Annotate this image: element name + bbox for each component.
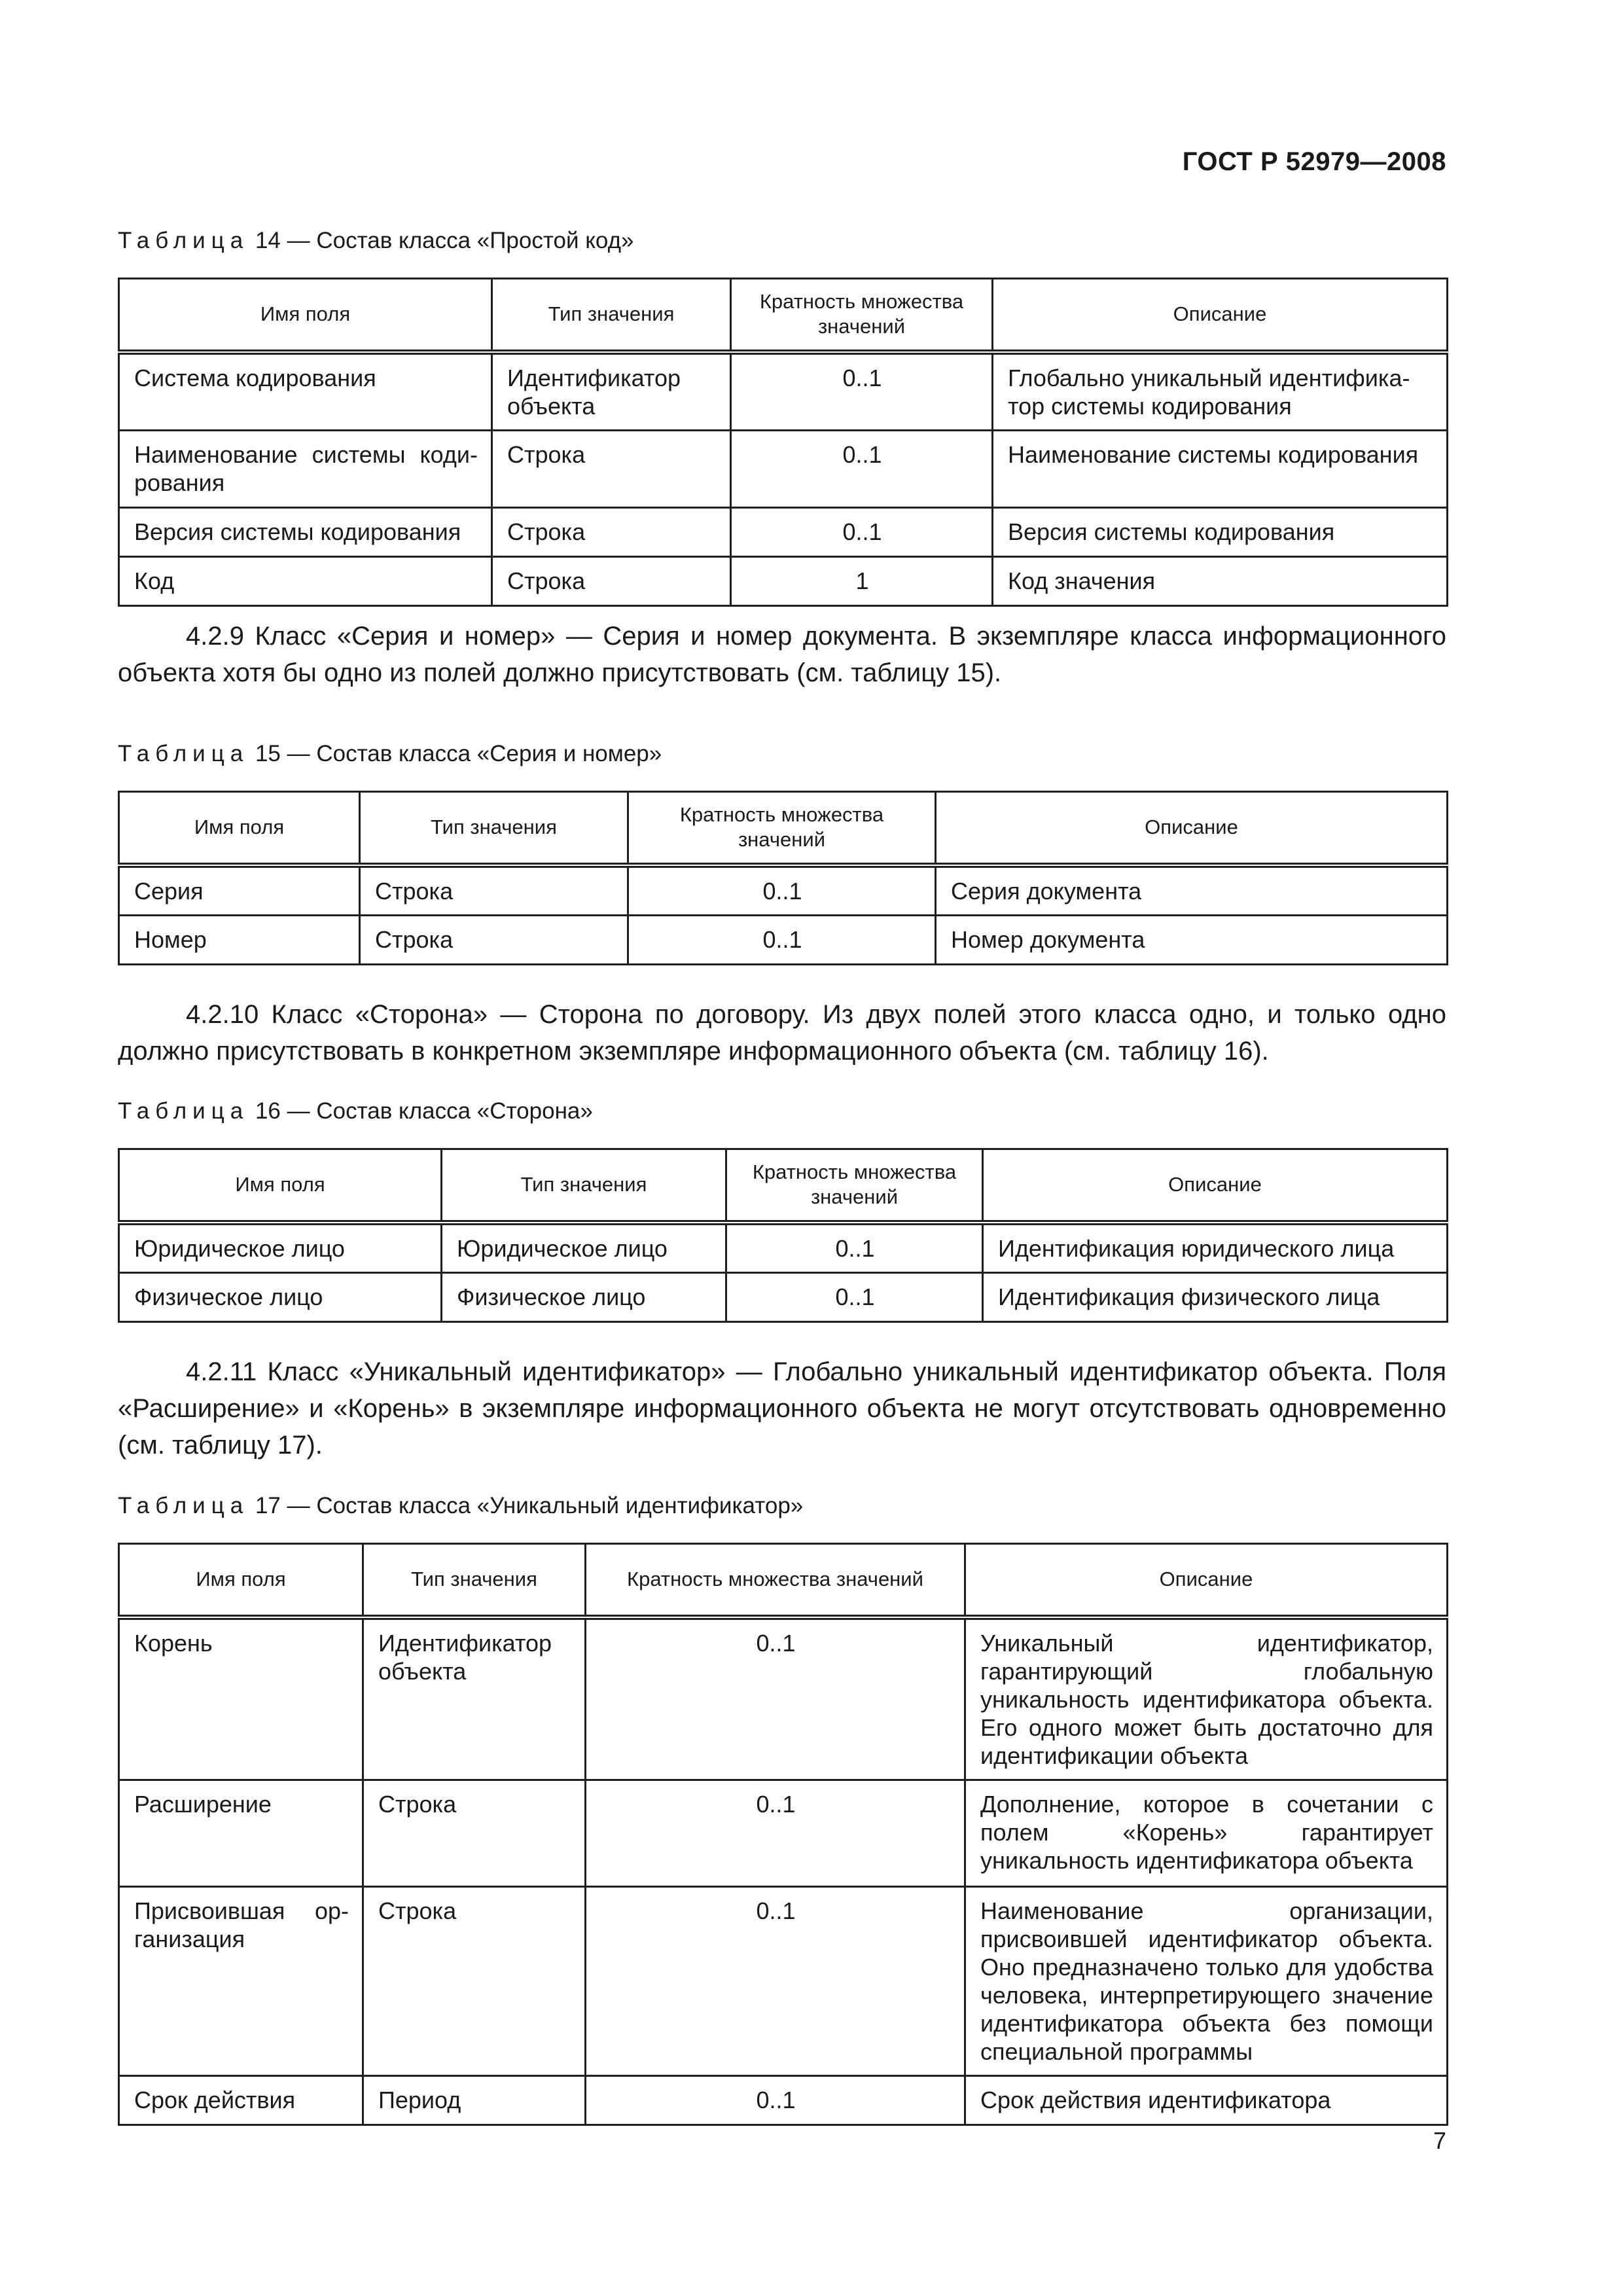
column-header-description: Описание: [983, 1149, 1448, 1223]
paragraph-4-2-10: 4.2.10 Класс «Сторона» — Сторона по договору. Из двух полей этого класса одно, и только одно должно присутствовать в конкретном экземпляре информационного объекта (см. таблицу 16).: [118, 1000, 1446, 1066]
column-header-type: Тип значения: [363, 1544, 586, 1617]
table-row: [119, 1886, 1448, 2075]
cell-description: Наименование организации, присвоившей идентификатор объекта. Оно предназначено только для удобства человека, интерпретирующего значение идентификатора объекта без помощи специальной программы: [965, 1886, 1448, 2075]
table-label: Таблица: [118, 228, 249, 253]
column-header-multiplicity: Кратность множества значений: [586, 1544, 965, 1617]
table-16-caption: [118, 1098, 593, 1124]
table-row: [119, 1223, 1448, 1273]
column-header-description: Описание: [993, 279, 1448, 352]
table-14: [118, 278, 1448, 607]
page-number: 7: [1433, 2127, 1446, 2154]
table-header-row: [119, 1149, 1448, 1223]
cell-type: Строка: [492, 507, 731, 556]
table-row: [119, 507, 1448, 556]
column-header-type: Тип значения: [442, 1149, 726, 1223]
cell-type: Строка: [363, 1886, 586, 2075]
table-header-row: [119, 792, 1448, 865]
cell-multiplicity: 0..1: [586, 1886, 965, 2075]
cell-description: Идентификация юридического лица: [983, 1223, 1448, 1273]
cell-field: Версия системы кодирования: [119, 507, 492, 556]
table-header-row: [119, 279, 1448, 352]
document-code-header: ГОСТ Р 52979—2008: [1182, 147, 1446, 176]
cell-field: Код: [119, 556, 492, 605]
column-header-type: Тип значения: [492, 279, 731, 352]
table-17-caption: [118, 1493, 803, 1519]
cell-multiplicity: 0..1: [731, 507, 993, 556]
column-header-field: Имя поля: [119, 1149, 442, 1223]
table-15-caption: [118, 741, 662, 767]
table-title: 17 — Состав класса «Уникальный идентификатор»: [255, 1493, 804, 1518]
cell-description: Версия системы кодирования: [993, 507, 1448, 556]
column-header-type: Тип значения: [360, 792, 628, 865]
table-title: 14 — Состав класса «Простой код»: [255, 228, 634, 253]
table-row: [119, 915, 1448, 964]
cell-field: Серия: [119, 865, 360, 916]
column-header-multiplicity: Кратность множества значений: [628, 792, 936, 865]
column-header-description: Описание: [965, 1544, 1448, 1617]
paragraph-4-2-9: 4.2.9 Класс «Серия и номер» — Серия и номер документа. В экземпляре класса информационного объекта хотя бы одно из полей должно присутствовать (см. таблицу 15).: [118, 622, 1446, 687]
cell-field: Номер: [119, 915, 360, 964]
column-header-field: Имя поля: [119, 1544, 363, 1617]
cell-multiplicity: 0..1: [726, 1272, 983, 1321]
cell-description: Серия документа: [936, 865, 1448, 916]
cell-type: Строка: [363, 1780, 586, 1886]
cell-multiplicity: 0..1: [628, 915, 936, 964]
cell-description: Глобально уникальный идентификатор системы кодирования: [993, 352, 1448, 431]
table-title: 15 — Состав класса «Серия и номер»: [255, 741, 662, 766]
table-label: Таблица: [118, 1098, 249, 1124]
cell-field: Расширение: [119, 1780, 363, 1886]
cell-multiplicity: 0..1: [628, 865, 936, 916]
table-row: [119, 1272, 1448, 1321]
cell-field: Срок действия: [119, 2075, 363, 2125]
cell-description: Дополнение, которое в сочетании с полем «Корень» гарантирует уникальность идентификатора объекта: [965, 1780, 1448, 1886]
table-14-caption: [118, 228, 634, 254]
cell-type: Физическое лицо: [442, 1272, 726, 1321]
cell-type: Идентификатор объекта: [492, 352, 731, 431]
cell-type: Идентификатор объекта: [363, 1617, 586, 1780]
table-row: [119, 1780, 1448, 1886]
cell-type: Период: [363, 2075, 586, 2125]
cell-type: Строка: [492, 556, 731, 605]
cell-type: Строка: [360, 915, 628, 964]
cell-field: Присвоившая организация: [119, 1886, 363, 2075]
cell-description: Срок действия идентификатора: [965, 2075, 1448, 2125]
table-label: Таблица: [118, 1493, 249, 1518]
table-row: [119, 430, 1448, 507]
column-header-field: Имя поля: [119, 792, 360, 865]
cell-multiplicity: 0..1: [586, 1780, 965, 1886]
cell-field: Наименование системы кодирования: [119, 430, 492, 507]
cell-multiplicity: 0..1: [731, 430, 993, 507]
table-label: Таблица: [118, 741, 249, 766]
table-row: [119, 556, 1448, 605]
table-title: 16 — Состав класса «Сторона»: [255, 1098, 593, 1124]
cell-description: Номер документа: [936, 915, 1448, 964]
table-row: [119, 1617, 1448, 1780]
cell-field: Система кодирования: [119, 352, 492, 431]
cell-description: Код значения: [993, 556, 1448, 605]
table-row: [119, 2075, 1448, 2125]
table-17: [118, 1543, 1448, 2126]
cell-field: Юридическое лицо: [119, 1223, 442, 1273]
cell-type: Юридическое лицо: [442, 1223, 726, 1273]
paragraph-4-2-11: 4.2.11 Класс «Уникальный идентификатор» — Глобально уникальный идентификатор объекта. Поля «Расширение» и «Корень» в экземпляре информационного объекта не могут отсутствовать одновременно (см. таблицу 17).: [118, 1357, 1446, 1460]
cell-field: Физическое лицо: [119, 1272, 442, 1321]
cell-multiplicity: 1: [731, 556, 993, 605]
cell-multiplicity: 0..1: [586, 2075, 965, 2125]
cell-type: Строка: [492, 430, 731, 507]
column-header-field: Имя поля: [119, 279, 492, 352]
cell-description: Идентификация физического лица: [983, 1272, 1448, 1321]
table-15: [118, 791, 1448, 965]
column-header-multiplicity: Кратность множества значений: [726, 1149, 983, 1223]
cell-multiplicity: 0..1: [726, 1223, 983, 1273]
column-header-multiplicity: Кратность множества значений: [731, 279, 993, 352]
column-header-description: Описание: [936, 792, 1448, 865]
table-row: [119, 352, 1448, 431]
cell-description: Уникальный идентификатор, гарантирующий глобальную уникальность идентификатора объекта. Его одного может быть достаточно для идентификации объекта: [965, 1617, 1448, 1780]
table-16: [118, 1148, 1448, 1323]
cell-type: Строка: [360, 865, 628, 916]
cell-multiplicity: 0..1: [731, 352, 993, 431]
table-row: [119, 865, 1448, 916]
table-header-row: [119, 1544, 1448, 1617]
cell-multiplicity: 0..1: [586, 1617, 965, 1780]
cell-description: Наименование системы кодирования: [993, 430, 1448, 507]
cell-field: Корень: [119, 1617, 363, 1780]
